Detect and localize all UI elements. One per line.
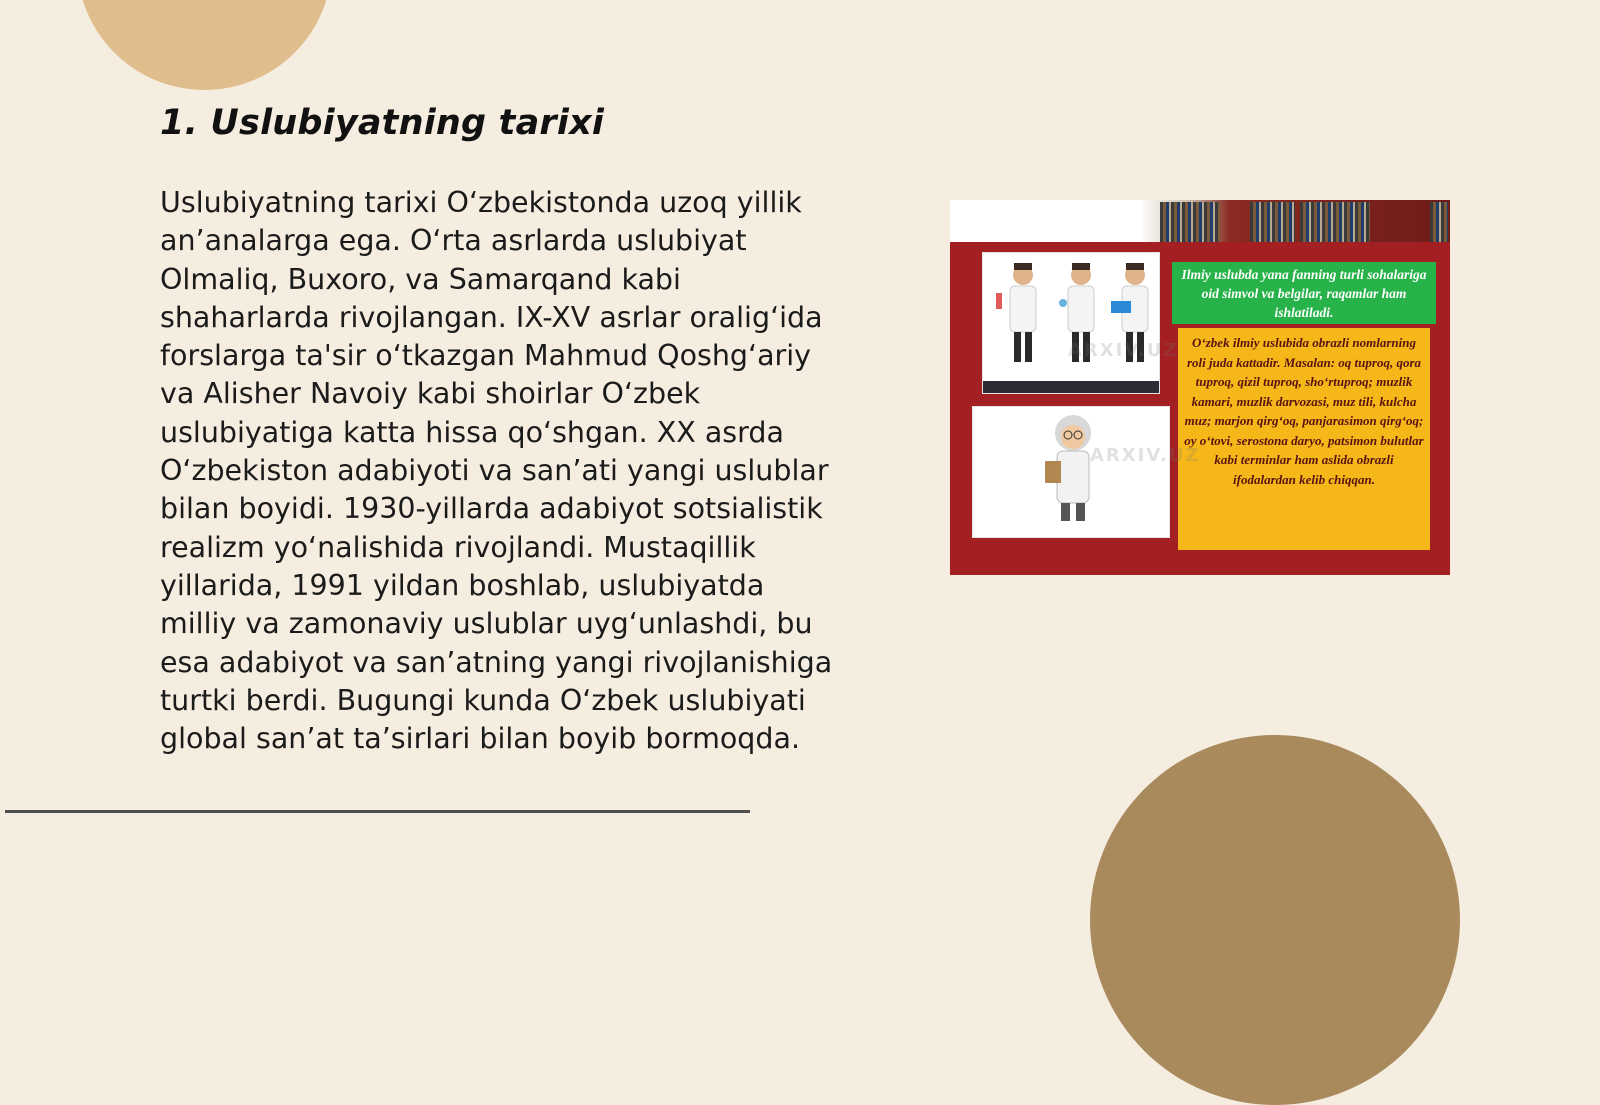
books-graphic xyxy=(1300,202,1370,242)
slide-body-text: Uslubiyatning tarixi O‘zbekistonda uzoq yillik an’analarga ega. O‘rta asrlarda uslubiyat Olmaliq, Buxoro, va Samarqand kabi shaharlarda rivojlangan. IX-XV asrlar oralig‘ida forslarga ta'sir o‘tkazgan Mahmud Qoshg‘ariy va Alisher Navoiy kabi shoirlar O‘zbek uslubiyatiga katta hissa qo‘shgan. XX asrda O‘zbekiston adabiyoti va san’ati yangi uslublar bilan boyidi. 1930-yillarda adabiyot sotsialistik realizm yo‘nalishida rivojlandi. Mustaqillik yillarida, 1991 yildan boshlab, uslubiyatda milliy va zamonaviy uslublar uyg‘unlashdi, bu esa adabiyot va san’atning yangi rivojlanishiga turtki berdi. Bugungi kunda O‘zbek uslubiyati global san’at ta’sirlari bilan boyib bormoqda. xyxy=(160,186,833,756)
green-text-box: Ilmiy uslubda yana fanning turli sohalariga oid simvol va belgilar, raqamlar ham ishlatiladi. xyxy=(1172,262,1436,324)
books-graphic xyxy=(1250,202,1295,242)
watermark: ARXIV.UZ xyxy=(1090,445,1201,466)
books-graphic xyxy=(1430,202,1448,242)
professor-illustration xyxy=(973,407,1169,537)
photo-caption-bar xyxy=(983,381,1159,393)
slide-title: 1. Uslubiyatning tarixi xyxy=(160,103,605,143)
books-graphic xyxy=(1160,202,1220,242)
scientists-illustration xyxy=(983,253,1159,381)
decorative-circle-bottom xyxy=(1090,735,1460,1105)
professor-photo xyxy=(972,406,1170,538)
watermark: ARXIV.UZ xyxy=(1068,340,1179,361)
scientists-photo xyxy=(982,252,1160,394)
divider-line xyxy=(5,810,750,813)
illustration-image xyxy=(950,200,1450,575)
bookshelf-banner xyxy=(950,200,1450,242)
decorative-circle-top xyxy=(77,0,332,90)
yellow-text-box: O‘zbek ilmiy uslubida obrazli nomlarning roli juda kattadir. Masalan: oq tuproq, qora tuproq, qizil tuproq, sho‘rtuproq; muzlik kamari, muzlik darvozasi, muz tili, kulcha muz; marjon qirg‘oq, panjarasimon qirg‘oq; oy o‘tovi, serostona daryo, patsimon bulutlar kabi terminlar ham aslida obrazli ifodalardan kelib chiqqan. xyxy=(1178,328,1430,550)
